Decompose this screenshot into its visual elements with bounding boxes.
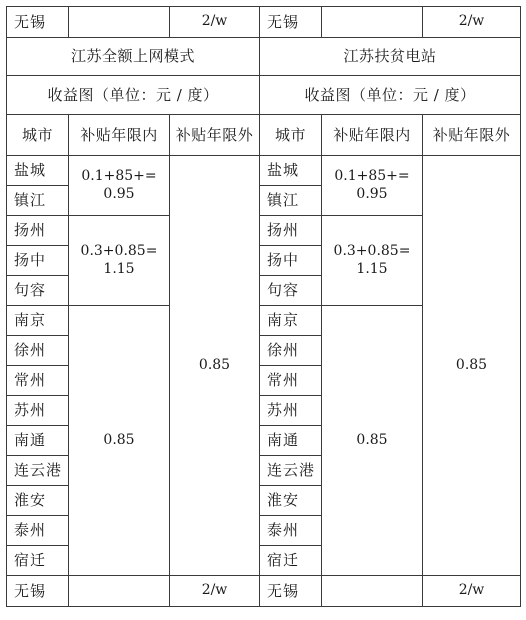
table-row-section <box>7 38 521 76</box>
header-city-left: 城市 <box>7 115 69 156</box>
top-left-outer: 2/w <box>170 7 260 38</box>
unit-caption-left: 收益图（单位：元 / 度） <box>7 76 260 115</box>
section-title-right: 江苏扶贫电站 <box>260 38 521 76</box>
city-cell-right: 淮安 <box>260 486 322 516</box>
city-cell-right: 扬中 <box>260 246 322 276</box>
city-cell-left: 连云港 <box>7 456 69 486</box>
value-group2-line2: 1.15 <box>356 260 388 277</box>
city-cell-right: 镇江 <box>260 186 322 216</box>
table-row-bottom <box>7 576 521 607</box>
bottom-right-city: 无锡 <box>260 576 322 607</box>
city-cell-left: 徐州 <box>7 336 69 366</box>
city-cell-left: 扬中 <box>7 246 69 276</box>
city-cell-right: 句容 <box>260 276 322 306</box>
city-cell-left: 泰州 <box>7 516 69 546</box>
city-cell-right: 南京 <box>260 306 322 336</box>
value-outer-right: 0.85 <box>423 156 521 576</box>
value-outer-left: 0.85 <box>170 156 260 576</box>
bottom-left-inner <box>69 576 170 607</box>
table-row-header <box>7 115 521 156</box>
value-group2-line1: 0.3+0.85= <box>80 243 158 259</box>
value-group2-right <box>322 216 423 306</box>
city-cell-right: 扬州 <box>260 216 322 246</box>
header-outer-right: 补贴年限外 <box>423 115 521 156</box>
city-cell-left: 盐城 <box>7 156 69 186</box>
header-inner-left: 补贴年限内 <box>69 115 170 156</box>
header-city-right: 城市 <box>260 115 322 156</box>
city-cell-right: 徐州 <box>260 336 322 366</box>
top-left-city: 无锡 <box>7 7 69 38</box>
city-cell-left: 常州 <box>7 366 69 396</box>
city-cell-left: 扬州 <box>7 216 69 246</box>
unit-caption-right: 收益图（单位：元 / 度） <box>260 76 521 115</box>
value-group1-line1: 0.1+85+= <box>334 168 410 184</box>
table-row <box>7 156 521 186</box>
city-cell-right: 盐城 <box>260 156 322 186</box>
city-cell-right: 泰州 <box>260 516 322 546</box>
city-cell-right: 苏州 <box>260 396 322 426</box>
value-group2-line1: 0.3+0.85= <box>333 243 411 259</box>
value-group1-line2: 0.95 <box>103 185 135 202</box>
value-group1-left <box>69 156 170 216</box>
city-cell-right: 连云港 <box>260 456 322 486</box>
value-group1-line1: 0.1+85+= <box>81 168 157 184</box>
city-cell-left: 镇江 <box>7 186 69 216</box>
header-inner-right: 补贴年限内 <box>322 115 423 156</box>
city-cell-left: 句容 <box>7 276 69 306</box>
bottom-left-outer: 2/w <box>170 576 260 607</box>
city-cell-right: 宿迁 <box>260 546 322 576</box>
value-group3-right: 0.85 <box>322 306 423 576</box>
bottom-left-city: 无锡 <box>7 576 69 607</box>
value-group1-right <box>322 156 423 216</box>
city-cell-right: 南通 <box>260 426 322 456</box>
city-cell-left: 南通 <box>7 426 69 456</box>
value-group2-left <box>69 216 170 306</box>
city-cell-left: 南京 <box>7 306 69 336</box>
subsidy-table <box>6 6 521 607</box>
bottom-right-outer: 2/w <box>423 576 521 607</box>
table-row-top <box>7 7 521 38</box>
city-cell-left: 苏州 <box>7 396 69 426</box>
bottom-right-inner <box>322 576 423 607</box>
top-right-city: 无锡 <box>260 7 322 38</box>
top-right-inner <box>322 7 423 38</box>
top-left-inner <box>69 7 170 38</box>
city-cell-right: 常州 <box>260 366 322 396</box>
table-row-unit <box>7 76 521 115</box>
top-right-outer: 2/w <box>423 7 521 38</box>
value-group2-line2: 1.15 <box>103 260 135 277</box>
value-group3-left: 0.85 <box>69 306 170 576</box>
city-cell-left: 宿迁 <box>7 546 69 576</box>
value-group1-line2: 0.95 <box>356 185 388 202</box>
section-title-left: 江苏全额上网模式 <box>7 38 260 76</box>
city-cell-left: 淮安 <box>7 486 69 516</box>
header-outer-left: 补贴年限外 <box>170 115 260 156</box>
